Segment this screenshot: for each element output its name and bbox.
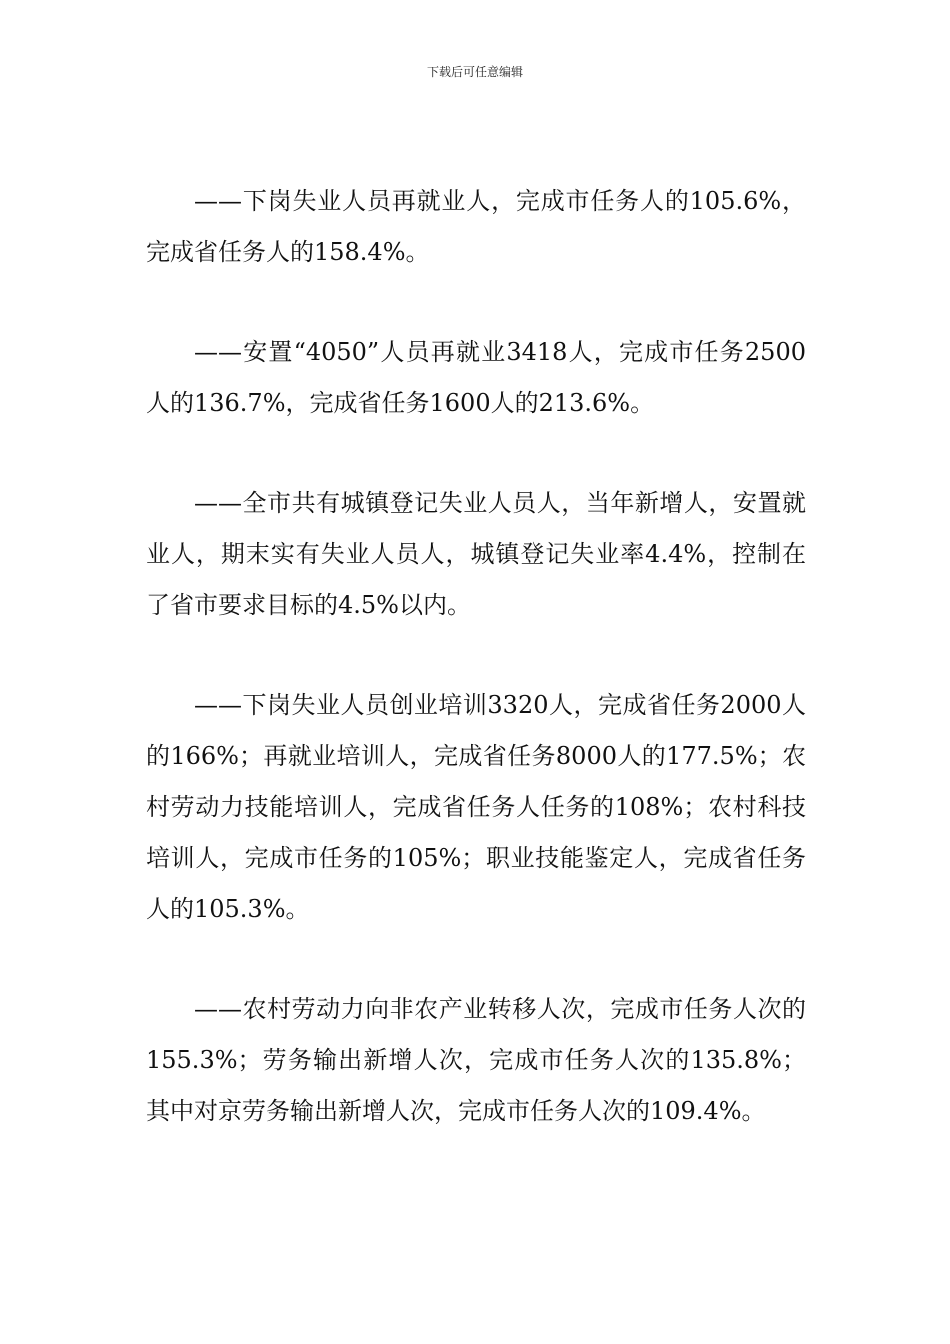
paragraph-labor-transfer: ——农村劳动力向非农产业转移人次，完成市任务人次的155.3%；劳务输出新增人次，完成市任务人次的135.8%；其中对京劳务输出新增人次，完成市任务人次的109.4%。 — [146, 995, 806, 1125]
paragraph-training: ——下岗失业人员创业培训3320人，完成省任务2000人的166%；再就业培训人，完成省任务8000人的177.5%；农村劳动力技能培训人，完成省任务人任务的108%；农村科技培训人，完成市任务的105%；职业技能鉴定人，完成省任务人的105.3%。 — [146, 691, 806, 923]
paragraph-reemployment: ——下岗失业人员再就业人，完成市任务人的105.6%，完成省任务人的158.4%。 — [146, 187, 806, 266]
paragraph-4050-placement: ——安置“4050”人员再就业3418人，完成市任务2500人的136.7%，完成省任务1600人的213.6%。 — [146, 338, 806, 417]
page-header: 下载后可任意编辑 — [426, 65, 523, 79]
paragraph-urban-unemployment: ——全市共有城镇登记失业人员人，当年新增人，安置就业人，期末实有失业人员人，城镇登记失业率4.4%，控制在了省市要求目标的4.5%以内。 — [146, 489, 806, 619]
document-body — [146, 176, 806, 1137]
